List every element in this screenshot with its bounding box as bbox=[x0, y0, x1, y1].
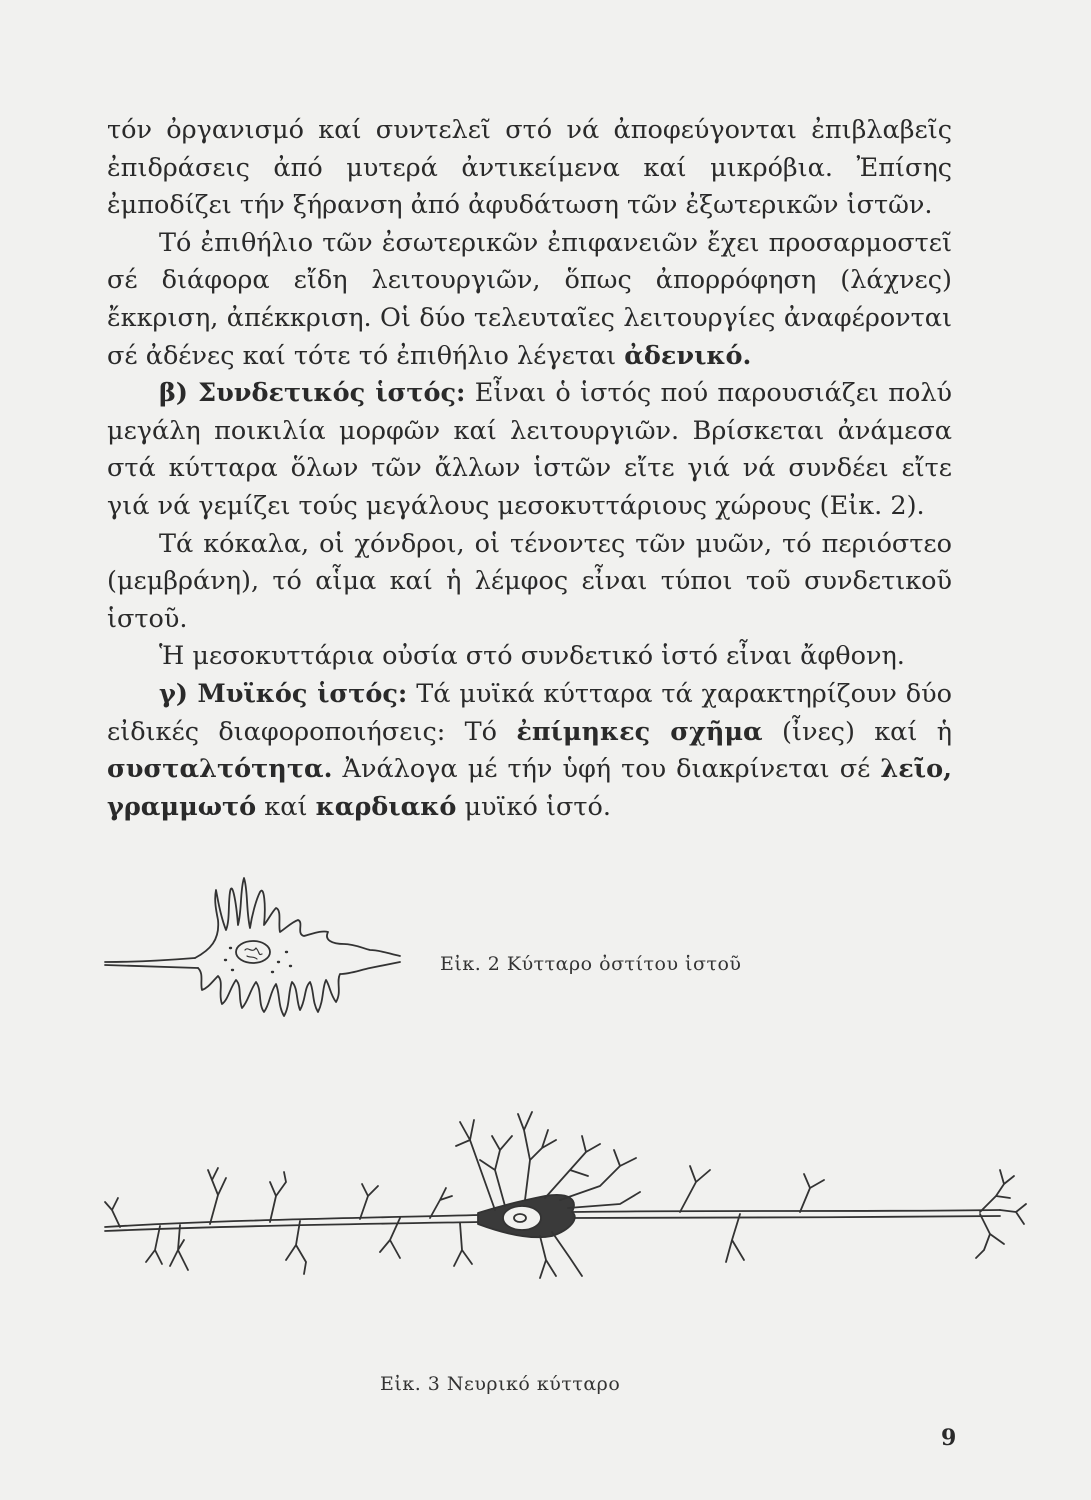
paragraph bbox=[107, 375, 952, 525]
bone-cell-illustration bbox=[100, 870, 430, 1030]
text-run: καί bbox=[256, 791, 316, 822]
text-run: Τά μυϊκά κύτταρα τά χαρακτηρίζουν δύο εἰδικές διαφοροποιήσεις: Τό bbox=[107, 678, 952, 747]
bold-text-run: ἀδενικό. bbox=[624, 340, 752, 371]
paragraph bbox=[107, 112, 952, 225]
bold-text-run: ἐπίμηκες σχῆμα bbox=[516, 716, 763, 747]
bold-text-run: καρδιακό bbox=[315, 791, 457, 822]
paragraph bbox=[107, 638, 952, 676]
nerve-cell-illustration bbox=[100, 1100, 1030, 1300]
text-run: Ἡ μεσοκυττάρια οὐσία στό συνδετικό ἱστό εἶναι ἄφθονη. bbox=[159, 641, 905, 672]
paragraph bbox=[107, 526, 952, 639]
bold-text-run: β) Συνδετικός ἱστός: bbox=[159, 378, 466, 409]
figure-3-caption: Εἰκ. 3 Νευρικό κύτταρο bbox=[380, 1373, 621, 1395]
bold-text-run: γ) Μυϊκός ἱστός: bbox=[159, 678, 408, 709]
text-run: Τά κόκαλα, οἱ χόνδροι, οἱ τένοντες τῶν μυῶν, τό περιόστεο (μεμβράνη), τό αἷμα καί ἡ λέμφος εἶναι τύποι τοῦ συνδετικοῦ ἱστοῦ. bbox=[107, 528, 952, 634]
body-text bbox=[107, 112, 952, 826]
text-run: Εἶναι ὁ ἱστός πού παρουσιάζει πολύ μεγάλη ποικιλία μορφῶν καί λειτουργιῶν. Βρίσκεται ἀνάμεσα στά κύτταρα ὅλων τῶν ἄλλων ἱστῶν εἴτε γιά νά συνδέει εἴτε γιά νά γεμίζει τούς μεγάλους μεσοκυττάριους χώρους (Εἰκ. 2). bbox=[107, 378, 952, 521]
text-run: (ἶνες) καί ἡ bbox=[762, 716, 952, 747]
text-run: Τό ἐπιθήλιο τῶν ἐσωτερικῶν ἐπιφανειῶν ἔχει προσαρμοστεῖ σέ διάφορα εἴδη λειτουργιῶν, ὅπως ἀπορρόφηση (λάχνες) ἔκκριση, ἀπέκκριση. Οἱ δύο τελευταῖες λειτουργίες ἀναφέρονται σέ ἀδένες καί τότε τό ἐπιθήλιο λέγεται bbox=[107, 227, 952, 371]
text-run: τόν ὀργανισμό καί συντελεῖ στό νά ἀποφεύγονται ἐπιβλαβεῖς ἐπιδράσεις ἀπό μυτερά ἀντικείμενα καί μικρόβια. Ἐπίσης ἐμποδίζει τήν ξήρανση ἀπό ἀφυδάτωση τῶν ἐξωτερικῶν ἱστῶν. bbox=[107, 115, 952, 221]
bold-text-run: γραμμωτό bbox=[107, 791, 257, 822]
text-run: μυϊκό ἱστό. bbox=[456, 791, 611, 822]
text-run: Ἀνάλογα μέ τήν ὑφή του διακρίνεται σέ bbox=[332, 754, 881, 785]
figure-2-caption: Εἰκ. 2 Κύτταρο ὀστίτου ἱστοῦ bbox=[440, 953, 742, 975]
page-number: 9 bbox=[941, 1425, 957, 1451]
bold-text-run: συσταλτότητα. bbox=[107, 754, 333, 785]
paragraph bbox=[107, 676, 952, 826]
bold-text-run: λεῖο, bbox=[880, 754, 952, 785]
paragraph bbox=[107, 225, 952, 375]
